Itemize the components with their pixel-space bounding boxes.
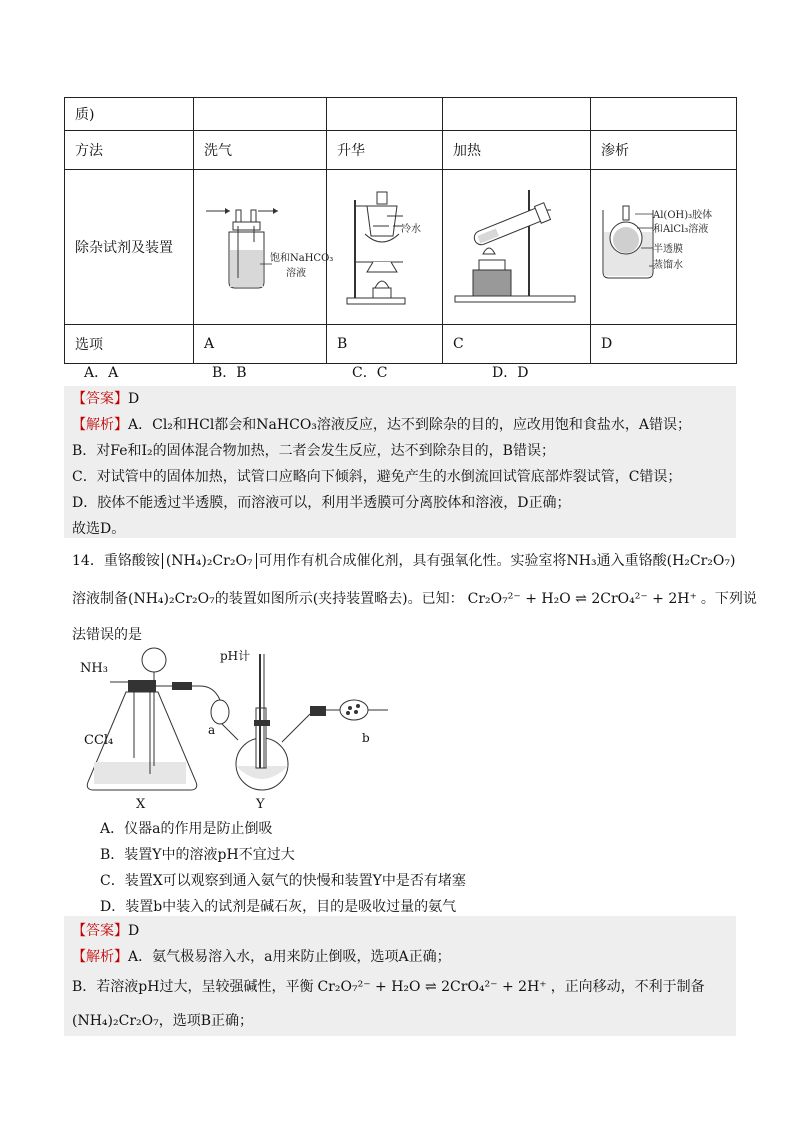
table-row bbox=[65, 325, 737, 364]
figA-label: 溶液 bbox=[286, 268, 306, 279]
q13-answer bbox=[72, 388, 139, 408]
option-cell: C bbox=[443, 325, 591, 364]
figD-label: 蒸馏水 bbox=[653, 260, 683, 271]
formula: NH₃ bbox=[566, 553, 597, 569]
question-number: 14． bbox=[72, 553, 104, 569]
figD-label: 和AlCl₃溶液 bbox=[653, 224, 709, 235]
fig-label-x: X bbox=[136, 797, 146, 812]
q13-solution-box bbox=[64, 386, 736, 538]
q14-option-a: A．仪器a的作用是防止倒吸 bbox=[100, 821, 273, 837]
fig-label-y: Y bbox=[256, 797, 265, 812]
table-row bbox=[65, 131, 737, 170]
q13-option-b: B．B bbox=[212, 365, 247, 381]
figure-gas-washing bbox=[194, 170, 334, 325]
table-row bbox=[65, 98, 737, 131]
row-label-method: 方法 bbox=[65, 131, 194, 170]
fig-label-a: a bbox=[208, 723, 216, 737]
formula-bracketed: (NH₄)₂Cr₂O₇ bbox=[162, 553, 257, 569]
figA-label: 饱和NaHCO₃ bbox=[270, 253, 334, 264]
q13-analysis-line: 【解析】A．Cl₂和HCl都会和NaHCO₃溶液反应，达不到除杂的目的，应改用饱和食盐水，A错误； bbox=[72, 417, 692, 433]
formula: (NH₄)₂Cr₂O₇ bbox=[128, 591, 215, 607]
figD-label: 半透膜 bbox=[653, 244, 683, 255]
q13-option-d: D．D bbox=[492, 365, 529, 381]
formula: (NH₄)₂Cr₂O₇ bbox=[72, 1013, 159, 1029]
q14-stem-line: 法错误的是 bbox=[72, 627, 142, 643]
figD-label: Al(OH)₃胶体 bbox=[653, 210, 713, 221]
row-label-substance: 质) bbox=[65, 98, 194, 131]
answer-tag: 【答案】 bbox=[72, 391, 128, 407]
q14-option-d: D．装置b中装入的试剂是碱石灰，目的是吸收过量的氨气 bbox=[100, 899, 457, 915]
q14-option-c: C．装置X可以观察到通入氨气的快慢和装置Y中是否有堵塞 bbox=[100, 873, 466, 889]
answer-tag: 【答案】 bbox=[72, 923, 128, 939]
q13-analysis-line: B．对Fe和I₂的固体混合物加热，二者会发生反应，达不到除杂目的，B错误； bbox=[72, 443, 555, 459]
q13-analysis-line: C．对试管中的固体加热，试管口应略向下倾斜，避免产生的水倒流回试管底部炸裂试管，C错误； bbox=[72, 469, 682, 485]
row-label-option: 选项 bbox=[65, 325, 194, 364]
equilibrium-equation: Cr₂O₇²⁻ + H₂O ⇌ 2CrO₄²⁻ + 2H⁺ bbox=[317, 979, 547, 995]
answer-value: D bbox=[128, 923, 140, 939]
q14-analysis-line: 【解析】A．氨气极易溶入水，a用来防止倒吸，选项A正确； bbox=[72, 949, 451, 965]
option-cell: B bbox=[327, 325, 443, 364]
figure-sublimation bbox=[327, 170, 443, 325]
fig-label-ccl4: CCl₄ bbox=[84, 733, 114, 748]
q13-analysis-line: D．胶体不能透过半透膜，而溶液可以，利用半透膜可分离胶体和溶液，D正确； bbox=[72, 495, 571, 511]
q14-apparatus-figure bbox=[70, 644, 400, 814]
q14-analysis-line: B．若溶液pH过大，呈较强碱性，平衡 Cr₂O₇²⁻ + H₂O ⇌ 2CrO₄²⁻ + 2H⁺ ，正向移动，不利于制备 bbox=[72, 979, 705, 995]
q14-stem-line: 溶液制备(NH₄)₂Cr₂O₇的装置如图所示(夹持装置略去)。已知： Cr₂O₇²⁻ + H₂O ⇌ 2CrO₄²⁻ + 2H⁺ 。下列说 bbox=[72, 591, 757, 607]
fig-label-ph: pH计 bbox=[220, 649, 251, 663]
fig-label-b: b bbox=[362, 731, 370, 745]
figure-dialysis bbox=[591, 170, 737, 325]
figB-label: 冷水 bbox=[401, 224, 421, 235]
method-cell: 洗气 bbox=[194, 131, 327, 170]
analysis-tag: 【解析】 bbox=[72, 417, 128, 433]
question-table bbox=[64, 97, 737, 364]
option-cell: D bbox=[591, 325, 737, 364]
q14-stem-line: 14．重铬酸铵 (NH₄)₂Cr₂O₇ 可用作有机合成催化剂，具有强氧化性。实验室将NH₃通入重铬酸(H₂Cr₂O₇) bbox=[72, 553, 736, 569]
table-row bbox=[65, 170, 737, 325]
answer-value: D bbox=[128, 391, 140, 407]
method-cell: 加热 bbox=[443, 131, 591, 170]
q14-option-b: B．装置Y中的溶液pH不宜过大 bbox=[100, 847, 295, 863]
q14-answer bbox=[72, 920, 139, 940]
option-cell: A bbox=[194, 325, 327, 364]
analysis-tag: 【解析】 bbox=[72, 949, 128, 965]
fig-label-nh3: NH₃ bbox=[80, 661, 108, 676]
method-cell: 升华 bbox=[327, 131, 443, 170]
row-label-apparatus: 除杂试剂及装置 bbox=[65, 170, 194, 325]
q13-analysis-line: 故选D。 bbox=[72, 521, 126, 537]
q13-option-c: C．C bbox=[352, 365, 388, 381]
q13-option-a: A．A bbox=[84, 365, 119, 381]
q14-analysis-line: (NH₄)₂Cr₂O₇，选项B正确； bbox=[72, 1013, 254, 1029]
equilibrium-equation: Cr₂O₇²⁻ + H₂O ⇌ 2CrO₄²⁻ + 2H⁺ bbox=[467, 591, 697, 607]
method-cell: 渗析 bbox=[591, 131, 737, 170]
figure-heating bbox=[443, 170, 591, 325]
